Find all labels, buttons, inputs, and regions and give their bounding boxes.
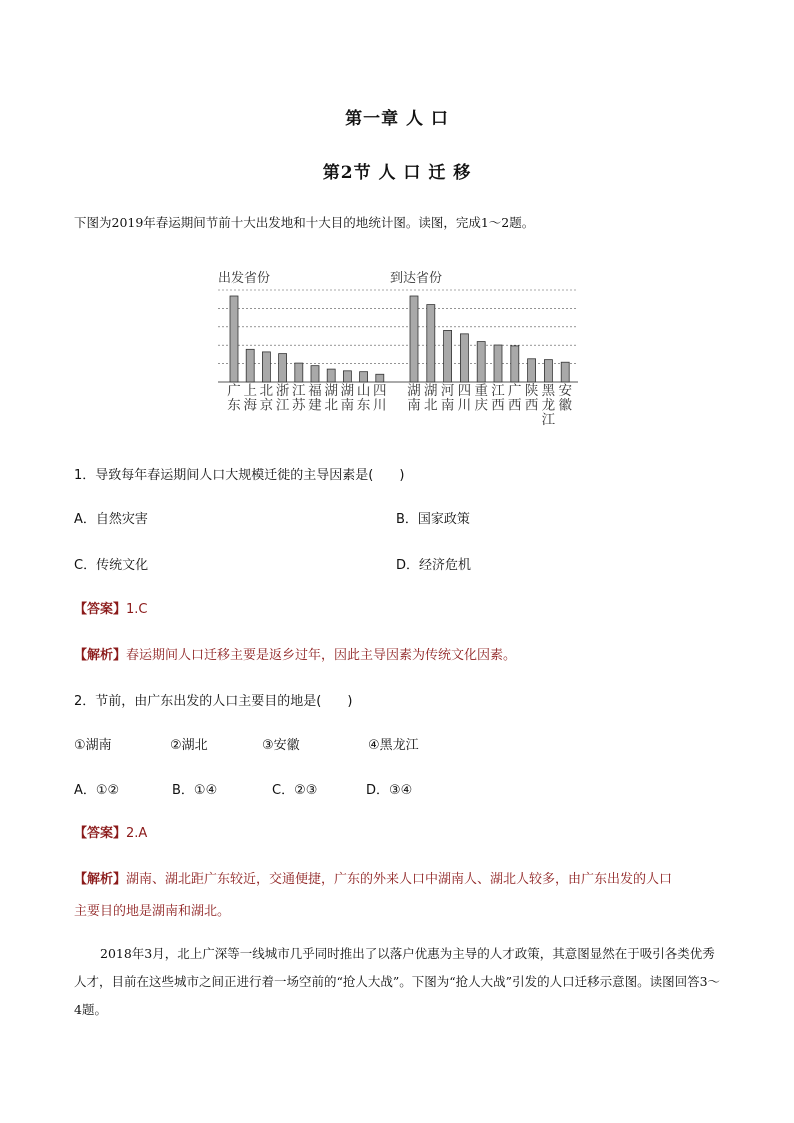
label-departure-4: 浙江 [275, 383, 290, 414]
label-departure-7: 湖北 [324, 383, 338, 414]
q1-option-b[interactable]: B．国家政策 [396, 512, 470, 527]
chart-left-title: 出发省份 [218, 271, 271, 286]
q1-answer [74, 598, 148, 617]
bar-arrival-1 [410, 296, 418, 382]
label-arrival-1: 湖南 [407, 383, 421, 414]
label-arrival-8: 陕西 [524, 383, 539, 414]
q1-analysis-tag: 【解析】 [74, 648, 127, 663]
q2-item-4: ④黑龙江 [368, 738, 419, 753]
bar-departure-7 [327, 369, 335, 382]
q2-analysis-text-1: 湖南、湖北距广东较近，交通便捷，广东的外来人口中湖南人、湖北人较多，由广东出发的人口 [126, 872, 673, 887]
bar-arrival-10 [561, 362, 569, 382]
label-departure-1: 广东 [227, 383, 241, 414]
q2-option-b[interactable]: B．①④ [172, 783, 218, 798]
bar-departure-5 [295, 363, 303, 382]
q2-option-d[interactable]: D．③④ [366, 783, 413, 798]
bar-departure-4 [279, 354, 287, 382]
bar-arrival-9 [544, 360, 552, 382]
bar-departure-9 [360, 372, 368, 382]
chart-right-title: 到达省份 [390, 271, 443, 286]
label-departure-9: 山东 [356, 383, 371, 414]
label-departure-5: 江苏 [292, 383, 306, 414]
labels-departure [227, 382, 386, 414]
label-departure-10: 四川 [373, 383, 387, 414]
label-arrival-10: 安徽 [558, 383, 572, 414]
q2-stem: 2．节前，由广东出发的人口主要目的地是( ) [74, 694, 353, 709]
label-arrival-7: 广西 [508, 383, 522, 414]
intro-text: 下图为2019年春运期间节前十大出发地和十大目的地统计图。读图，完成1～2题。 [74, 215, 535, 230]
bar-departure-6 [311, 366, 319, 382]
q2-answer [74, 822, 147, 841]
q1-option-d[interactable]: D．经济危机 [396, 558, 472, 573]
label-arrival-2: 湖北 [424, 383, 438, 414]
bar-departure-1 [230, 296, 238, 382]
bar-departure-2 [246, 349, 254, 382]
section-title: 第2节 人 口 迁 移 [322, 163, 472, 183]
q1-option-a[interactable]: A．自然灾害 [74, 512, 148, 527]
bar-departure-8 [343, 371, 351, 382]
q2-option-c[interactable]: C．②③ [272, 783, 318, 798]
bar-departure-3 [262, 352, 270, 382]
q1-stem: 1．导致每年春运期间人口大规模迁徙的主导因素是( ) [74, 468, 405, 483]
q2-item-3: ③安徽 [262, 738, 300, 753]
q1-option-c[interactable]: C．传统文化 [74, 558, 149, 573]
label-departure-8: 湖南 [340, 383, 355, 414]
bar-arrival-3 [444, 330, 452, 382]
bar-arrival-7 [511, 346, 519, 382]
bar-arrival-5 [477, 342, 485, 382]
q1-answer-value: 1.C [126, 602, 148, 617]
label-arrival-9: 黑龙江 [541, 383, 556, 428]
label-arrival-3: 河南 [440, 383, 455, 414]
q2-item-1: ①湖南 [74, 738, 112, 753]
q2-answer-value: 2.A [126, 826, 148, 841]
q2-analysis-line2: 主要目的地是湖南和湖北。 [74, 904, 231, 919]
chapter-title: 第一章 人 口 [345, 109, 449, 129]
q1-analysis [74, 644, 516, 663]
label-arrival-4: 四川 [457, 383, 472, 414]
chart-gridlines [218, 290, 578, 382]
bar-arrival-6 [494, 345, 502, 382]
q2-option-a[interactable]: A．①② [74, 783, 120, 798]
labels-arrival [407, 382, 572, 428]
bars-departure [230, 296, 384, 382]
q2-item-2: ②湖北 [170, 738, 208, 753]
bar-departure-10 [376, 374, 384, 382]
q2-analysis-tag: 【解析】 [74, 872, 127, 887]
bar-arrival-2 [427, 305, 435, 382]
label-arrival-6: 江西 [491, 383, 505, 414]
migration-bar-chart [214, 262, 584, 432]
q1-analysis-text: 春运期间人口迁移主要是返乡过年，因此主导因素为传统文化因素。 [126, 648, 517, 663]
q2-answer-tag: 【答案】 [74, 826, 127, 841]
label-departure-6: 福建 [308, 383, 322, 414]
label-arrival-5: 重庆 [474, 383, 488, 414]
bar-arrival-4 [460, 334, 468, 382]
passage-text: 2018年3月，北上广深等一线城市几乎同时推出了以落户优惠为主导的人才政策，其意图显然在于吸引各类优秀人才，目前在这些城市之间正进行着一场空前的“抢人大战”。下图为“抢人大战”引发的人口迁移示意图。读图回答3～4题。 [74, 946, 721, 1017]
q1-answer-tag: 【答案】 [74, 602, 127, 617]
label-departure-3: 北京 [259, 383, 274, 414]
label-departure-2: 上海 [243, 383, 257, 414]
bar-arrival-8 [528, 359, 536, 382]
q2-analysis [74, 868, 734, 887]
bars-arrival [410, 296, 569, 382]
